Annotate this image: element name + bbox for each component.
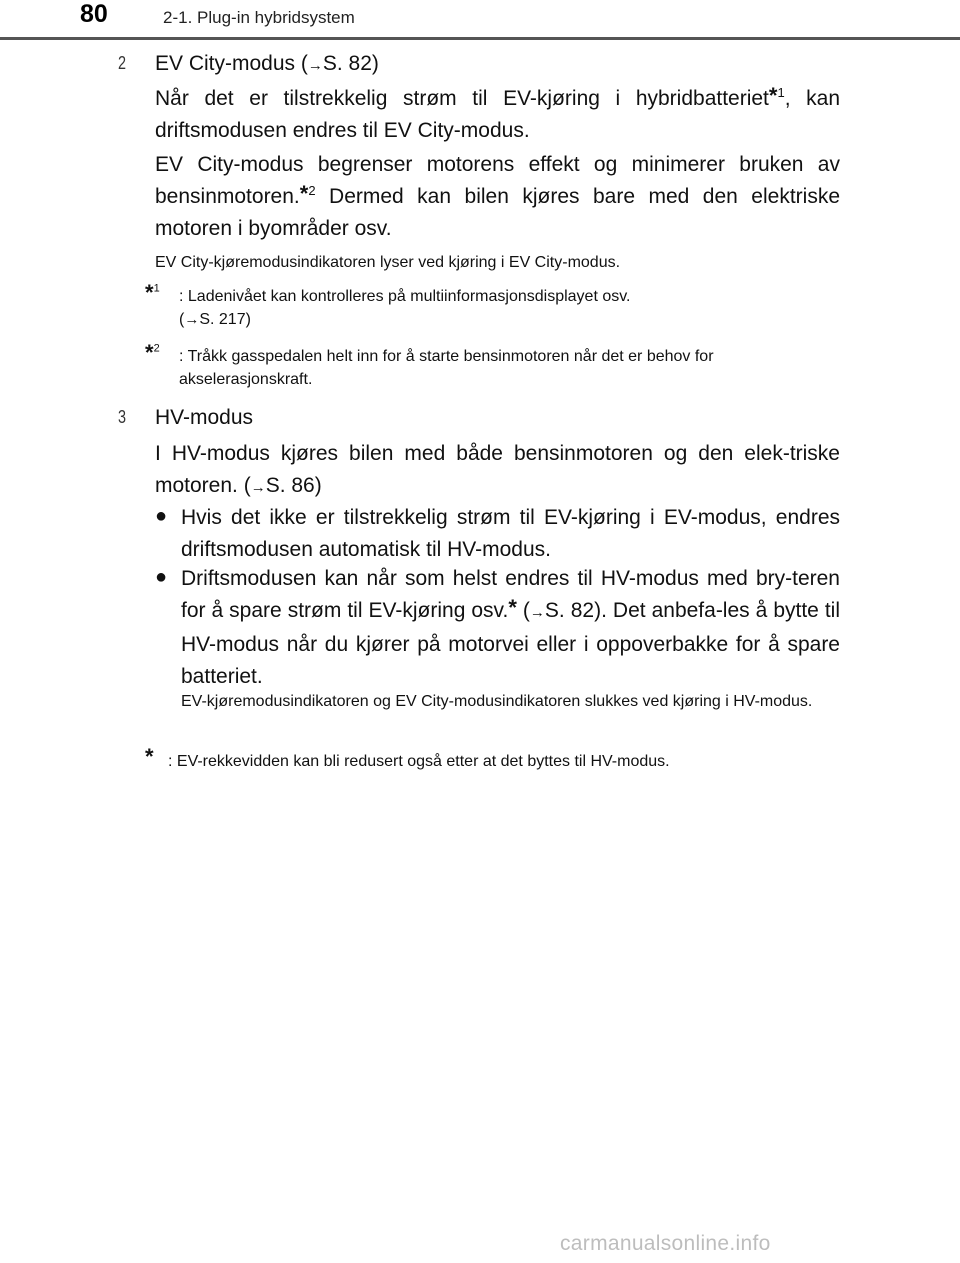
note-hv-indicators: EV-kjøremodusindikatoren og EV City-modusindikatoren slukkes ved kjøring i HV-modus. [181, 693, 813, 710]
bullet-hv-switch: Driftsmodusen kan når som helst endres til HV-modus med bry-teren for å spare strøm til EV-kjøring osv.* (→S. 82). Det anbefa-les å bytte til HV-modus når du kjører på motorvei eller i oppoverbakke for å spare batteriet. [181, 567, 841, 688]
page-number: 80 [80, 0, 108, 28]
step-number-2: 2 [118, 53, 127, 73]
footnote-1: : Ladenivået kan kontrolleres på multiinformasjonsdisplayet osv. (→S. 217) [179, 288, 631, 328]
paragraph-ev-city-1: Når det er tilstrekkelig strøm til EV-kjøring i hybridbatteriet$^{*1}$, kan driftsmodusen endres til EV City-modus. [155, 83, 840, 142]
arrow-icon: → [250, 479, 266, 496]
footnote-hv: : EV-rekkevidden kan bli redusert også etter at det byttes til HV-modus. [168, 753, 670, 770]
section-heading-ev-city: EV City-modus (→S. 82) [155, 52, 379, 75]
step-number-3: 3 [118, 407, 127, 427]
paragraph-ev-city-2: EV City-modus begrenser motorens effekt og minimerer bruken av bensinmotoren.$^{*2}$ Dermed kan bilen kjøres bare med den elektriske motoren i byområder osv. [155, 153, 840, 240]
header-divider [0, 37, 960, 40]
footnote-2: : Tråkk gasspedalen helt inn for å starte bensinmotoren når det er behov for akselerasjonskraft. [179, 348, 714, 388]
page-header [0, 0, 960, 44]
arrow-icon: → [529, 604, 545, 621]
bullet-hv-auto: Hvis det ikke er tilstrekkelig strøm til EV-kjøring i EV-modus, endres driftsmodusen automatisk til HV-modus. [181, 506, 840, 561]
footnote-marker-2: *$^2$ [145, 340, 160, 365]
watermark: carmanualsonline.info [560, 1232, 771, 1255]
note-ev-city-indicator: EV City-kjøremodusindikatoren lyser ved kjøring i EV City-modus. [155, 254, 621, 271]
section-heading-hv: HV-modus [155, 406, 254, 429]
footnote-marker-star: * [145, 744, 154, 769]
section-title: 2-1. Plug-in hybridsystem [163, 8, 355, 27]
bullet-icon: ● [155, 505, 168, 527]
bullet-icon: ● [155, 566, 168, 588]
paragraph-hv-1: I HV-modus kjøres bilen med både bensinmotoren og den elek-triske motoren. (→S. 86) [155, 442, 840, 497]
footnote-marker-1: *$^1$ [145, 280, 160, 305]
arrow-icon: → [307, 57, 323, 74]
arrow-icon: → [184, 311, 200, 328]
